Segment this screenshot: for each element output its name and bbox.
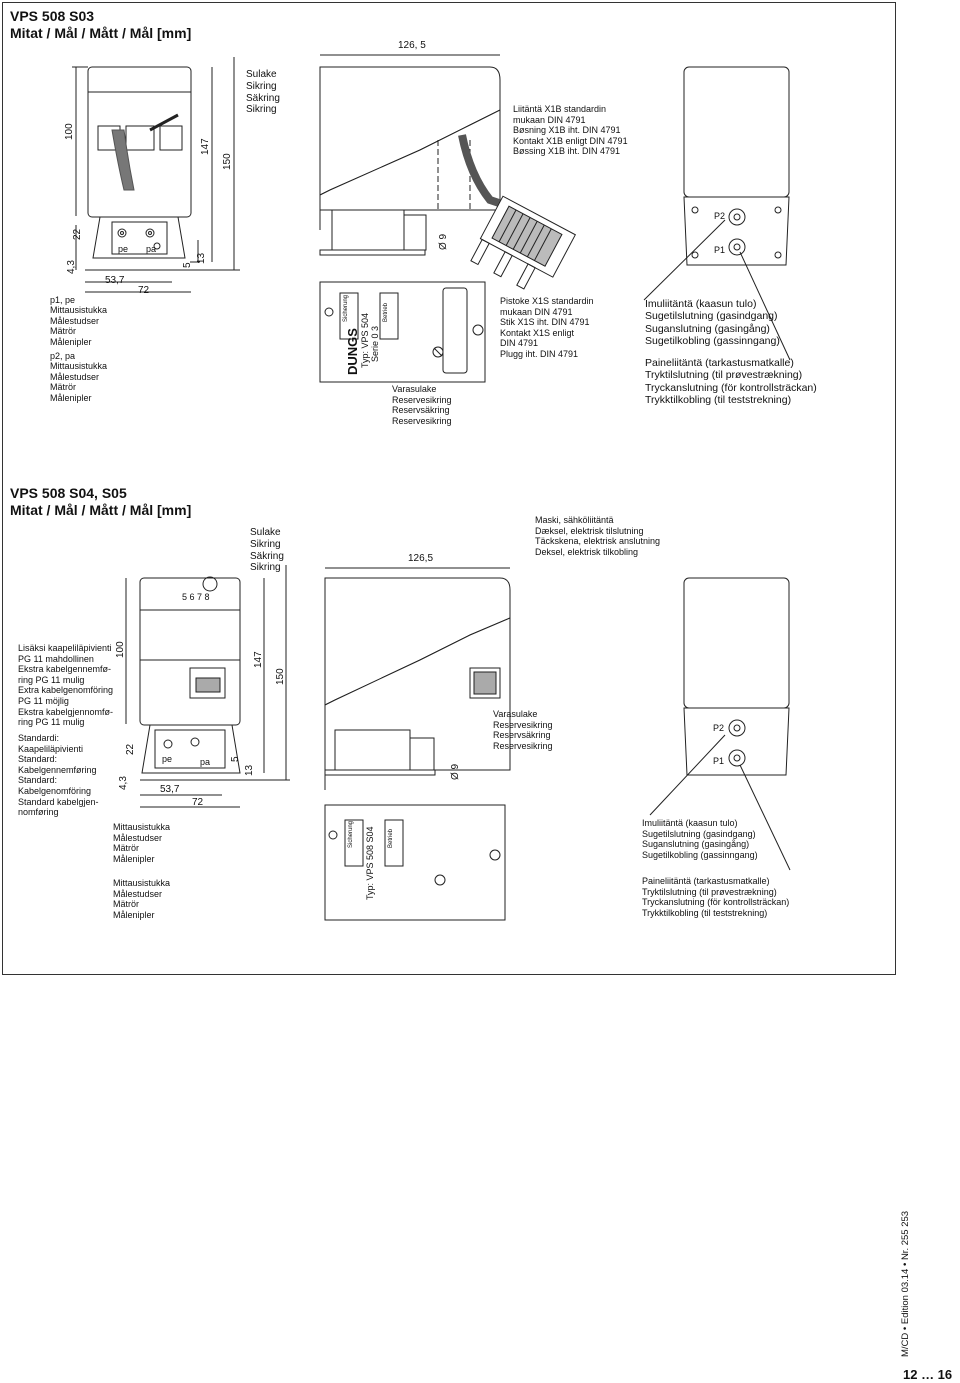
s04-inlet-labels: Imuliitäntä (kaasun tulo) Sugetilslutning (gasindgang) Suganslutning (gasingång) Sugetilkobling (gassinngang) xyxy=(642,818,758,860)
section1-title: VPS 508 S03 xyxy=(10,8,95,24)
page-number: 12 … 16 xyxy=(903,1367,953,1382)
s04-test-nipple-labels-2: Mittausistukka Målestudser Mätrör Målenipler xyxy=(113,878,171,920)
s03-dim-150: 150 xyxy=(222,153,233,170)
s04-betrieb: Betrieb xyxy=(388,828,394,848)
s03-dim-537: 53,7 xyxy=(105,275,125,286)
s03-pa: pa xyxy=(146,244,157,254)
s03-pe: pe xyxy=(118,244,129,254)
s04-pe: pe xyxy=(162,754,173,764)
s03-spare-fuse-labels: Varasulake Reservesikring Reservsäkring Reservesikring xyxy=(392,384,452,426)
section1-subtitle: Mitat / Mål / Mått / Mål [mm] xyxy=(10,25,192,41)
s04-dim-9: Ø 9 xyxy=(450,763,461,780)
s04-dim-150: 150 xyxy=(275,668,286,685)
s03-dim-43: 4,3 xyxy=(66,260,77,274)
s04-side-view xyxy=(325,568,510,790)
s03-device-series: Serie 0 3 xyxy=(370,325,380,362)
section2-subtitle: Mitat / Mål / Mått / Mål [mm] xyxy=(10,502,192,518)
s03-test-nipple-labels-2: Mittausistukka Målestudser Mätrör Målenipler xyxy=(50,361,108,403)
s03-dim-9: Ø 9 xyxy=(438,233,449,250)
s04-pressure-labels: Paineliitäntä (tarkastusmatkalle) Tryktilslutning (til prøvestrækning) Tryckanslutning (för kontrollsträckan) Trykktilkobling (til teststrekning) xyxy=(642,876,790,918)
s04-cover-labels: Maski, sähköliitäntä Dæksel, elektrisk tilslutning Täckskena, elektrisk anslutning Deksel, elektrisk tilkobling xyxy=(535,515,661,557)
section2-title: VPS 508 S04, S05 xyxy=(10,485,127,501)
s04-front-view xyxy=(140,577,240,773)
s03-right-view xyxy=(684,67,789,265)
s03-inlet-labels: Imuliitäntä (kaasun tulo) Sugetilslutning (gasindgang) Suganslutning (gasingång) Sugetilkobling (gassinngang) xyxy=(645,298,780,348)
s03-device-type: Typ: VPS 504 xyxy=(360,312,370,368)
s04-p2: P2 xyxy=(713,723,725,733)
s03-p1pe-label: p1, pe xyxy=(50,295,76,305)
s04-dim-13: 13 xyxy=(244,764,255,776)
s03-pa-p2-label: p2, pa xyxy=(50,351,76,361)
s03-side-view xyxy=(320,55,575,298)
s03-dim-100: 100 xyxy=(64,123,75,140)
s04-p1: P1 xyxy=(713,756,725,766)
s04-terminals: 5 6 7 8 xyxy=(182,592,210,602)
s03-fuse-labels: Sulake Sikring Säkring Sikring xyxy=(246,69,280,116)
s03-p1: P1 xyxy=(714,245,726,255)
s03-dim-72: 72 xyxy=(138,285,150,296)
s03-plug-labels: Pistoke X1S standardin mukaan DIN 4791 Stik X1S iht. DIN 4791 Kontakt X1S enligt DIN 4791 Plugg iht. DIN 4791 xyxy=(500,296,594,360)
s04-pa: pa xyxy=(200,757,211,767)
s04-right-view xyxy=(684,578,789,775)
s03-dim-126: 126, 5 xyxy=(398,40,426,51)
s03-dim-5: 5 xyxy=(182,262,193,268)
s04-device-type: Typ: VPS 508 S04 xyxy=(365,826,375,900)
s04-dim-5: 5 xyxy=(230,756,241,762)
s04-sicherung: Sicherung xyxy=(348,820,354,848)
s03-test-nipple-labels-1: Mittausistukka Målestudser Mätrör Målenipler xyxy=(50,305,108,347)
s04-dim-126: 126,5 xyxy=(408,553,434,564)
s04-dim-43: 4,3 xyxy=(118,776,129,790)
s04-spare-fuse-labels: Varasulake Reservesikring Reservsäkring Reservesikring xyxy=(493,709,553,751)
s04-dim-537: 53,7 xyxy=(160,784,180,795)
s03-pressure-labels: Paineliitäntä (tarkastusmatkalle) Tryktilslutning (til prøvestrækning) Tryckanslutning (för kontrollsträckan) Trykktilkobling (til teststrekning) xyxy=(645,357,817,407)
s03-dim-13: 13 xyxy=(196,252,207,264)
s03-device-brand: DUNGS xyxy=(345,328,360,375)
s04-dim-22: 22 xyxy=(125,743,136,755)
s03-p2: P2 xyxy=(714,211,726,221)
s04-test-nipple-labels-1: Mittausistukka Målestudser Mätrör Målenipler xyxy=(113,822,171,864)
s04-standard-labels: Standardi: Kaapeliläpivienti Standard: Kabelgennemføring Standard: Kabelgenomföring Standard kabelgjen- nomføring xyxy=(18,733,99,818)
s03-front-view xyxy=(88,67,191,258)
s04-fuse-labels: Sulake Sikring Säkring Sikring xyxy=(250,527,284,574)
s04-cable-labels: Lisäksi kaapeliläpivienti PG 11 mahdollinen Ekstra kabelgennemfø- ring PG 11 mulig Extra kabelgenomföring PG 11 möjlig Ekstra kabelgjennomfø- ring PG 11 mulig xyxy=(18,643,114,728)
s03-x1b-labels: Liitäntä X1B standardin mukaan DIN 4791 Bøsning X1B iht. DIN 4791 Kontakt X1B enligt DIN 4791 Bøssing X1B iht. DIN 4791 xyxy=(513,104,628,157)
s04-dim-147: 147 xyxy=(253,651,264,668)
s04-dim-100: 100 xyxy=(115,641,126,658)
s03-betrieb: Betrieb xyxy=(383,302,389,322)
s03-dim-22: 22 xyxy=(72,228,83,240)
s03-dim-147: 147 xyxy=(200,138,211,155)
edition-info: M/CD • Edition 03.14 • Nr. 255 253 xyxy=(900,1210,911,1357)
s03-sicherung: Sicherung xyxy=(343,294,349,322)
s04-dim-72: 72 xyxy=(192,797,204,808)
